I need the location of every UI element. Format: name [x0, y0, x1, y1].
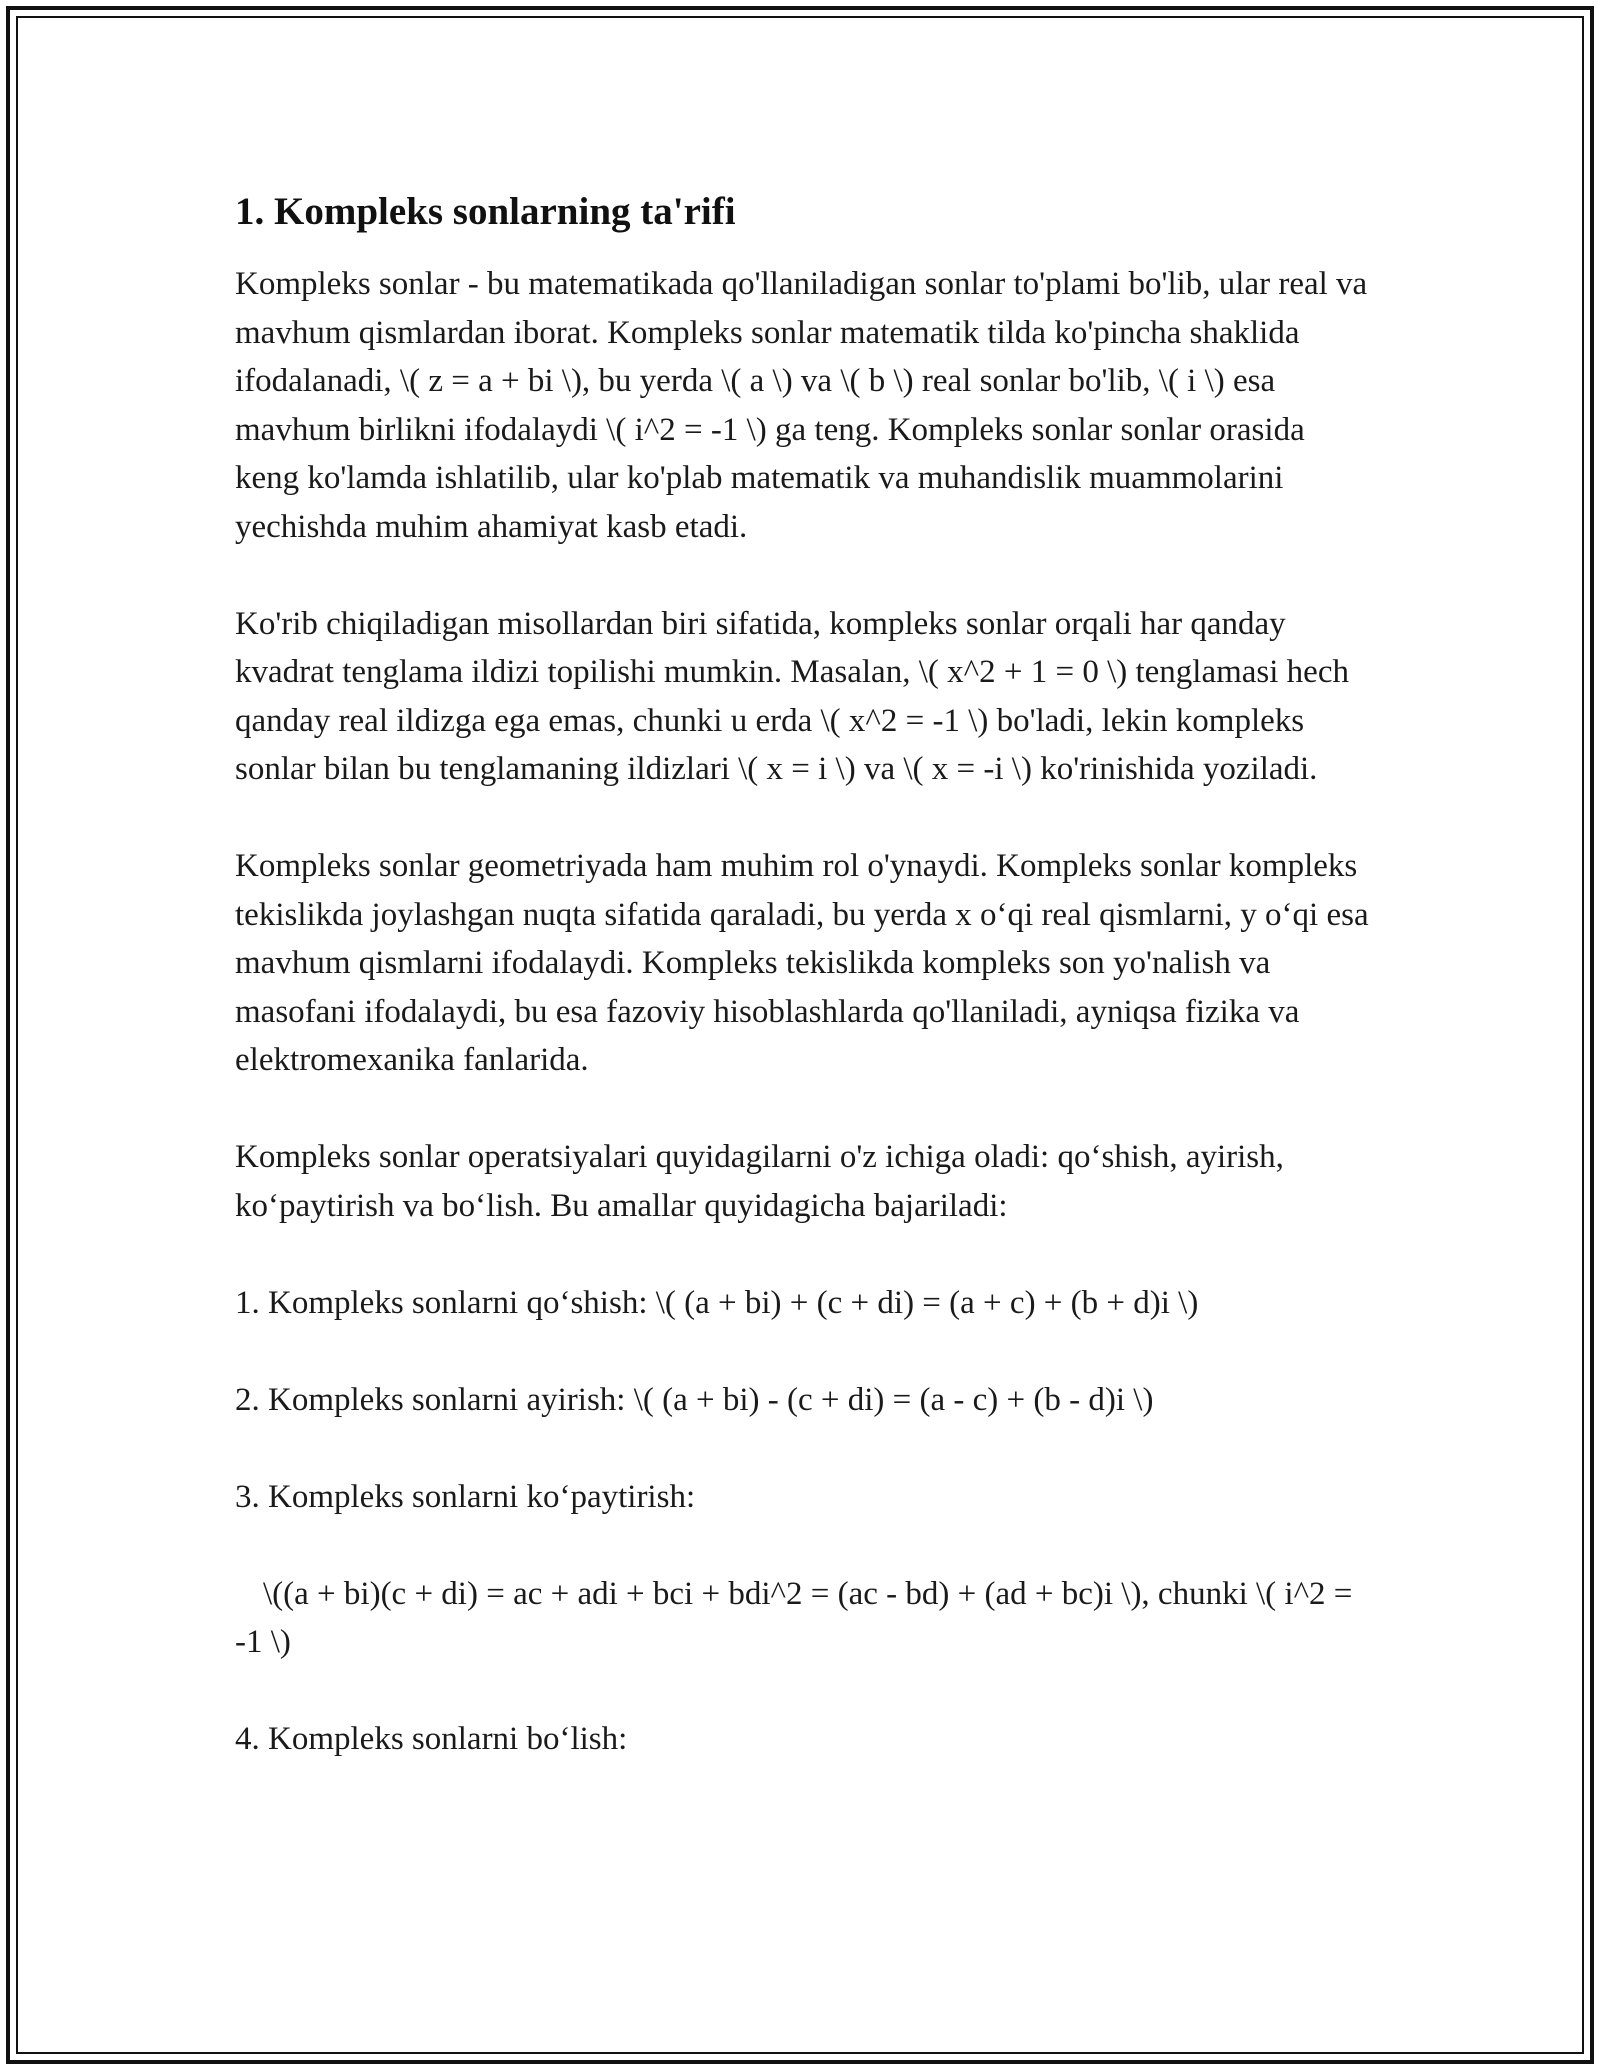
list-item-addition: 1. Kompleks sonlarni qo‘shish: \( (a + bi) + (c + di) = (a + c) + (b + d)i \)	[235, 1284, 1199, 1321]
multiplication-formula: \((a + bi)(c + di) = ac + adi + bci + bdi^2 = (ac - bd) + (ad + bc)i \), chunki \( i^2 = -1 \)	[235, 1575, 1353, 1660]
list-item-division: 4. Kompleks sonlarni bo‘lish:	[235, 1721, 628, 1757]
list-item-multiplication: 3. Kompleks sonlarni ko‘paytirish:	[235, 1478, 696, 1515]
list-item-subtraction: 2. Kompleks sonlarni ayirish: \( (a + bi) - (c + di) = (a - c) + (b - d)i \)	[235, 1381, 1154, 1418]
section-heading: 1. Kompleks sonlarning ta'rifi	[235, 190, 736, 233]
paragraph-geometry: Kompleks sonlar geometriyada ham muhim rol o'ynaydi. Kompleks sonlar kompleks tekislikda joylashgan nuqta sifatida qaraladi, bu yerda x o‘qi real qismlarni, y o‘qi esa mavhum qismlarni ifodalaydi. Kompleks tekislikda kompleks son yo'nalish va masofani ifodalaydi, bu esa fazoviy hisoblashlarda qo'llaniladi, ayniqsa fizika va elektromexanika fanlarida.	[235, 848, 1369, 1078]
paragraph-quadratic-example: Ko'rib chiqiladigan misollardan biri sifatida, kompleks sonlar orqali har qanday kvadrat tenglama ildizi topilishi mumkin. Masalan, \( x^2 + 1 = 0 \) tenglamasi hech qanday real ildizga ega emas, chunki u erda \( x^2 = -1 \) bo'ladi, lekin kompleks sonlar bilan bu tenglamaning ildizlari \( x = i \) va \( x = -i \) ko'rinishida yoziladi.	[235, 605, 1349, 787]
document-body	[235, 186, 1375, 1764]
paragraph-operations-intro: Kompleks sonlar operatsiyalari quyidagilarni o'z ichiga oladi: qo‘shish, ayirish, ko‘paytirish va bo‘lish. Bu amallar quyidagicha bajariladi:	[235, 1139, 1284, 1224]
paragraph-definition: Kompleks sonlar - bu matematikada qo'llaniladigan sonlar to'plami bo'lib, ular real va mavhum qismlardan iborat. Kompleks sonlar matematik tilda ko'pincha shaklida ifodalanadi, \( z = a + bi \), bu yerda \( a \) va \( b \) real sonlar bo'lib, \( i \) esa mavhum birlikni ifodalaydi \( i^2 = -1 \) ga teng. Kompleks sonlar sonlar orasida keng ko'lamda ishlatilib, ular ko'plab matematik va muhandislik muammolarini yechishda muhim ahamiyat kasb etadi.	[235, 266, 1368, 545]
